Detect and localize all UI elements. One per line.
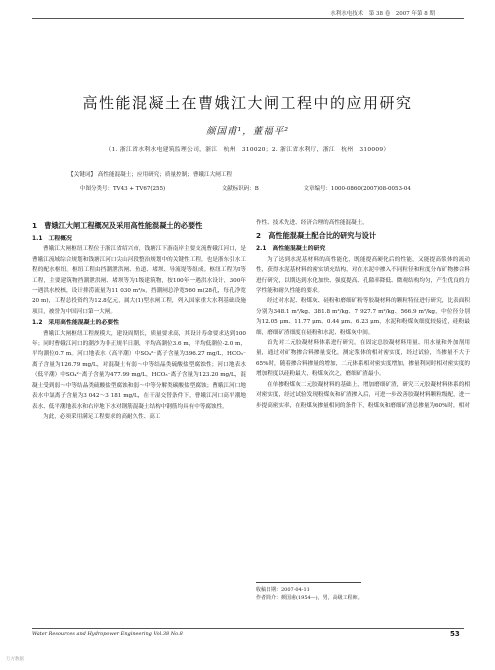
author-line: 颜国甫¹，董福平²: [205, 126, 290, 137]
footnote-rule: [256, 582, 361, 583]
keywords-line: 【关键词】 高性能混凝土；应用研究；质量控制；曹娥江大闸工程: [68, 172, 232, 178]
page-number: 53: [450, 630, 460, 638]
paragraph: 为此，必须采用满足工程要求的高耐久性、高工: [43, 413, 161, 420]
author-bio: 作者简介：颜国甫(1954—)，男，高级工程师。: [256, 595, 363, 601]
article-number: 文章编号：1000-0860(2007)08-0053-04: [303, 186, 411, 192]
watermark-text: 万方数据: [6, 657, 24, 662]
affiliation-line: （1. 浙江省水利水电建筑监理公司，浙江 杭州 310020；2. 浙江省水利厅，浙江 杭州 310009）: [105, 147, 390, 153]
paragraph: 为了达到水泥基材料的高性能化，既能提高硬化后的性能，又能提高浆体的流动性，获得水泥基材料的密实填充结构，对在水泥中掺入不同粒径和粒度分布矿物掺合料进行研究，以期达到水化加快、强度提高、孔隙率降低、微观结构均匀，产生优良的力学性能和耐久性能的要求。: [256, 256, 470, 295]
section-2-1-heading: 2.1 高性能混凝土的研究: [256, 246, 326, 253]
footer-rule: [32, 628, 464, 629]
journal-name: Water Resources and Hydropower Engineering Vol.38 No.8: [32, 631, 183, 637]
paragraph: 在单掺粉煤灰二元胶凝材料的基础上，增加磨细矿渣，研究三元胶凝材料体系的相对密实度，经过试验发现粉煤灰和矿渣掺入后，可进一步改善胶凝材料颗粒级配，进一步提高密实率，在粉煤灰掺量相同的条件下，粉煤灰和磨细矿渣总掺量为60%时，相对: [256, 381, 470, 409]
running-header: 水利水电技术 第 38 卷 2007 年第 8 期: [330, 11, 435, 17]
left-column: [32, 218, 246, 422]
paragraph: 曹娥江大闸枢纽工程位于浙江省绍兴市，钱塘江下游南岸主要支流曹娥江河口，是曹娥江流域综合规划和钱塘江河口尖山河段整治规划中的关键性工程，也是浙东引水工程的配水枢纽。枢纽工程由挡潮泄洪闸、鱼道、堵坝、导流堤等组成。枢纽工程为Ⅰ等工程，主要建筑物挡潮泄洪闸、堵坝等为1级建筑物，按100年一遇洪水设计，300年一遇洪水校核，设计排涝流量为11 030 m³/s，挡潮闸总净宽560 m(28孔，每孔净宽20 m)，工程总投资约为12.8亿元，属大(1)型水闸工程，列入国家重大水利基础设施项目，被誉为中国河口第一大闸。: [32, 246, 246, 315]
section-1-2-heading: 1.2 采用高性能混凝土的必要性: [32, 320, 120, 327]
clc-number: 中图分类号：TV43 + TV67(255): [80, 186, 166, 192]
paragraph: 首先对二元胶凝材料体系进行研究，在固定总胶凝材料用量、用水量和外加剂用量，通过对矿物掺合料掺量变化，测定浆体的相对密实度，经过试验，当掺量不大于65%时，随着掺合料掺量的增加，二元体系相对密实度增加，掺量利同时相对密实度的增加程度以硅粉最大，粉煤灰次之，磨细矿渣最小。: [256, 340, 470, 378]
paragraph: 作性、技术先进、经济合理的高性能混凝土。: [256, 220, 368, 226]
right-column: [256, 218, 470, 411]
paragraph: 曹娥江大闸枢纽工程规模大，建设周期长，质量要求高，其设计寿命要求达到100年；同时曹娥江河口的潮沙为非正规半日潮，平均高潮位3.6 m，平均低潮位-2.0 m，平均潮位0.7 m。河口地表水（高平潮）中SO₄²⁻离子含量为396.27 mg/L，HCO₃⁻离子含量为126.79 mg/L，对混凝土有弱～中等结晶类硫酸盐型腐蚀性；河口地表水（低平潮）中SO₄²⁻离子含量为477.99 mg/L，HCO₃⁻离子含量为123.20 mg/L，混凝土受到弱～中等结晶类硫酸盐型腐蚀和弱～中等分解类碳酸盐型腐蚀；曹娥江河口地表水中氯离子含量为3 042～3 181 mg/L，在干湿交替条件下，曹娥江河口高平潮地表水、低平潮地表水和右岸地下水对钢筋混凝土结构中钢筋均具有中等腐蚀性。: [32, 330, 246, 410]
paragraph: 经过对水泥、粉煤灰、硅粉和磨细矿粉等胶凝材料的颗粒特征进行研究，比表面积分别为348.1 m²/kg、381.8 m²/kg、7 927.7 m²/kg、566.9 m²/kg，中位径分别为12.05 μm、11.77 μm、0.44 μm、6.23 μm，水泥和粉煤灰细度较接近，硅粉最细，磨细矿渣细度在硅粉和水泥、粉煤灰中间。: [256, 298, 470, 336]
section-1-1-heading: 1.1 工程概况: [32, 236, 72, 242]
received-date: 收稿日期：2007-04-11: [256, 587, 310, 593]
document-code: 文献标识码：B: [221, 186, 259, 192]
section-1-heading: 1 曹娥江大闸工程概况及采用高性能混凝土的必要性: [32, 221, 203, 230]
classification-line: [80, 184, 440, 192]
article-title: 高性能混凝土在曹娥江大闸工程中的应用研究: [82, 94, 413, 112]
section-2-heading: 2 高性能混凝土配合比的研究与设计: [256, 231, 377, 241]
header-rule: [32, 18, 464, 19]
